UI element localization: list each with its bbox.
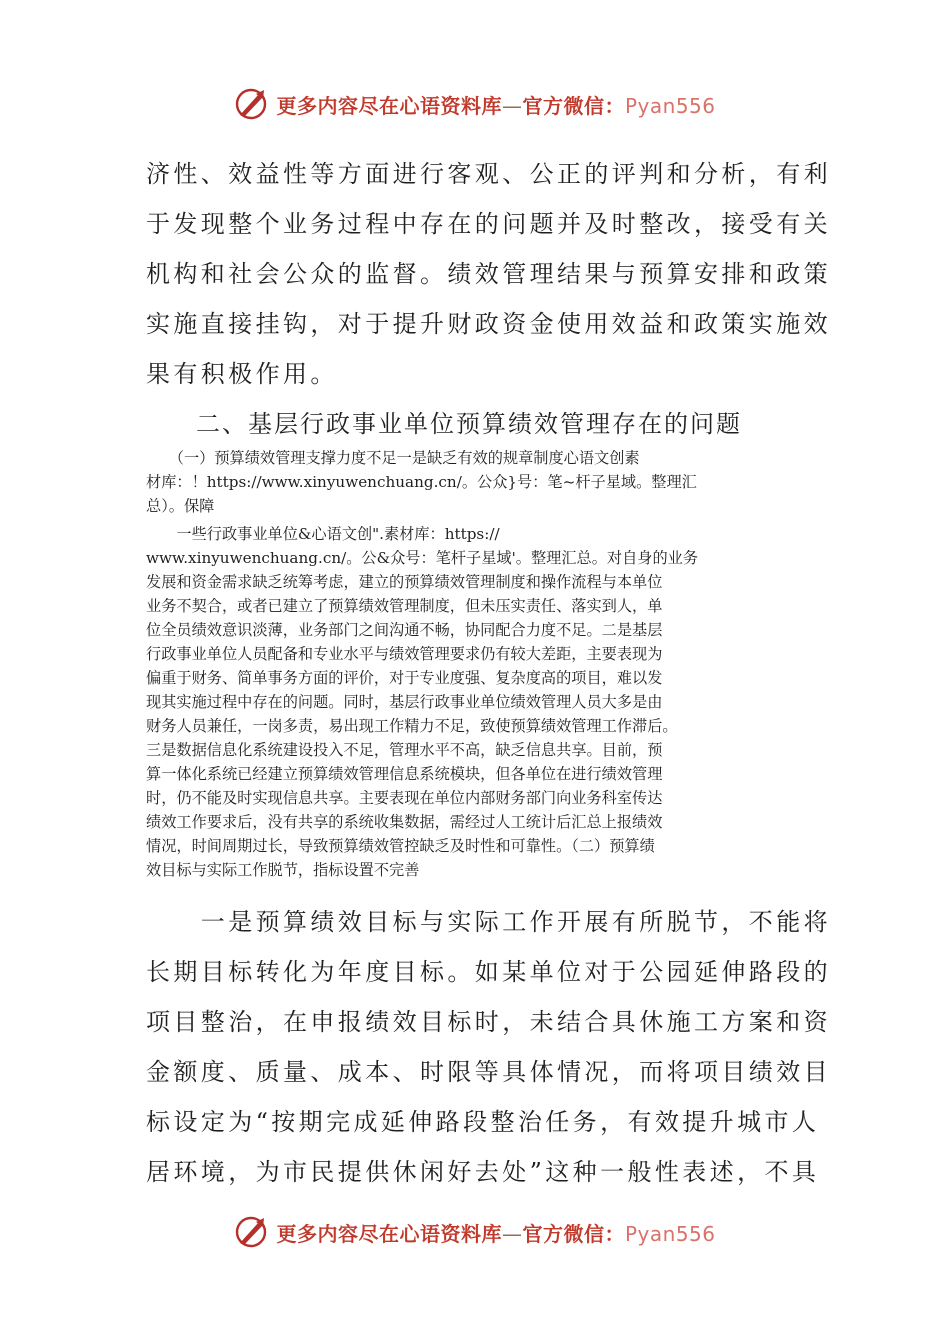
block2-line: 现其实施过程中存在的问题。同时，基层行政事业单位绩效管理人员大多是由	[146, 693, 663, 711]
block2-line: 行政事业单位人员配备和专业水平与绩效管理要求仍有较大差距，主要表现为	[146, 645, 663, 663]
para1-line: 实施直接挂钩，对于提升财政资金使用效益和政策实施效	[146, 310, 831, 338]
banner-account: Pyan556	[624, 93, 716, 118]
block2-line: 偏重于财务、简单事务方面的评价，对于专业度强、复杂度高的项目，难以发	[146, 669, 663, 687]
block1-line: 材库：！https://www.xinyuwenchuang.cn/。公众}号：笔~杆子星域。整理汇	[146, 473, 697, 491]
block2-line: 三是数据信息化系统建设投入不足，管理水平不高，缺乏信息共享。目前，预	[146, 741, 663, 759]
block2-line: www.xinyuwenchuang.cn/。公&众号：笔杆子星域'。整理汇总。对自身的业务	[146, 549, 699, 567]
block2-line: 业务不契合，或者已建立了预算绩效管理制度，但未压实责任、落实到人，单	[146, 597, 663, 615]
banner-label: 官方微信：	[522, 1221, 625, 1246]
banner-account: Pyan556	[624, 1221, 716, 1246]
block2-line: 情况，时间周期过长，导致预算绩效管控缺乏及时性和可靠性。（二）预算绩	[146, 837, 655, 855]
pen-logo-icon	[234, 1215, 268, 1249]
banner-text	[276, 90, 715, 119]
pen-logo-icon	[234, 87, 268, 121]
banner-text	[276, 1218, 715, 1247]
block2-line: 一些行政事业单位&心语文创".素材库：https://	[146, 525, 500, 543]
banner-dash: —	[501, 1221, 523, 1246]
para2-line: 一是预算绩效目标与实际工作开展有所脱节，不能将	[146, 908, 831, 936]
para2-line: 长期目标转化为年度目标。如某单位对于公园延伸路段的	[146, 958, 831, 986]
block2-line: 绩效工作要求后，没有共享的系统收集数据，需经过人工统计后汇总上报绩效	[146, 813, 663, 831]
section-heading: 二、基层行政事业单位预算绩效管理存在的问题	[196, 410, 742, 438]
block2-line: 位全员绩效意识淡薄，业务部门之间沟通不畅，协同配合力度不足。二是基层	[146, 621, 663, 639]
footer-watermark-banner	[0, 1212, 950, 1252]
block1-line: 总）。保障	[146, 497, 215, 515]
para1-line: 果有积极作用。	[146, 360, 338, 388]
block2-line: 财务人员兼任，一岗多责，易出现工作精力不足，致使预算绩效管理工作滞后。	[146, 717, 678, 735]
banner-label: 官方微信：	[522, 93, 625, 118]
header-watermark-banner	[0, 84, 950, 124]
block2-line: 时，仍不能及时实现信息共享。主要表现在单位内部财务部门向业务科室传达	[146, 789, 663, 807]
block2-line: 发展和资金需求缺乏统筹考虑，建立的预算绩效管理制度和操作流程与本单位	[146, 573, 663, 591]
para2-line: 居环境，为市民提供休闲好去处”这种一般性表述，不具	[146, 1158, 820, 1186]
banner-prefix: 更多内容尽在心语资料库	[276, 1221, 502, 1246]
block2-line: 效目标与实际工作脱节，指标设置不完善	[146, 861, 420, 879]
para2-line: 项目整治，在申报绩效目标时，未结合具休施工方案和资	[146, 1008, 831, 1036]
para1-line: 机构和社会公众的监督。绩效管理结果与预算安排和政策	[146, 260, 831, 288]
banner-prefix: 更多内容尽在心语资料库	[276, 93, 502, 118]
para1-line: 于发现整个业务过程中存在的问题并及时整改，接受有关	[146, 210, 831, 238]
para1-line: 济性、效益性等方面进行客观、公正的评判和分析，有利	[146, 160, 831, 188]
banner-dash: —	[501, 93, 523, 118]
para2-line: 金额度、质量、成本、时限等具体情况，而将项目绩效目	[146, 1058, 831, 1086]
para2-line: 标设定为“按期完成延伸路段整治任务，有效提升城市人	[146, 1108, 820, 1136]
block1-line: （一）预算绩效管理支撑力度不足一是缺乏有效的规章制度心语文创素	[146, 449, 640, 467]
block2-line: 算一体化系统已经建立预算绩效管理信息系统模块，但各单位在进行绩效管理	[146, 765, 663, 783]
